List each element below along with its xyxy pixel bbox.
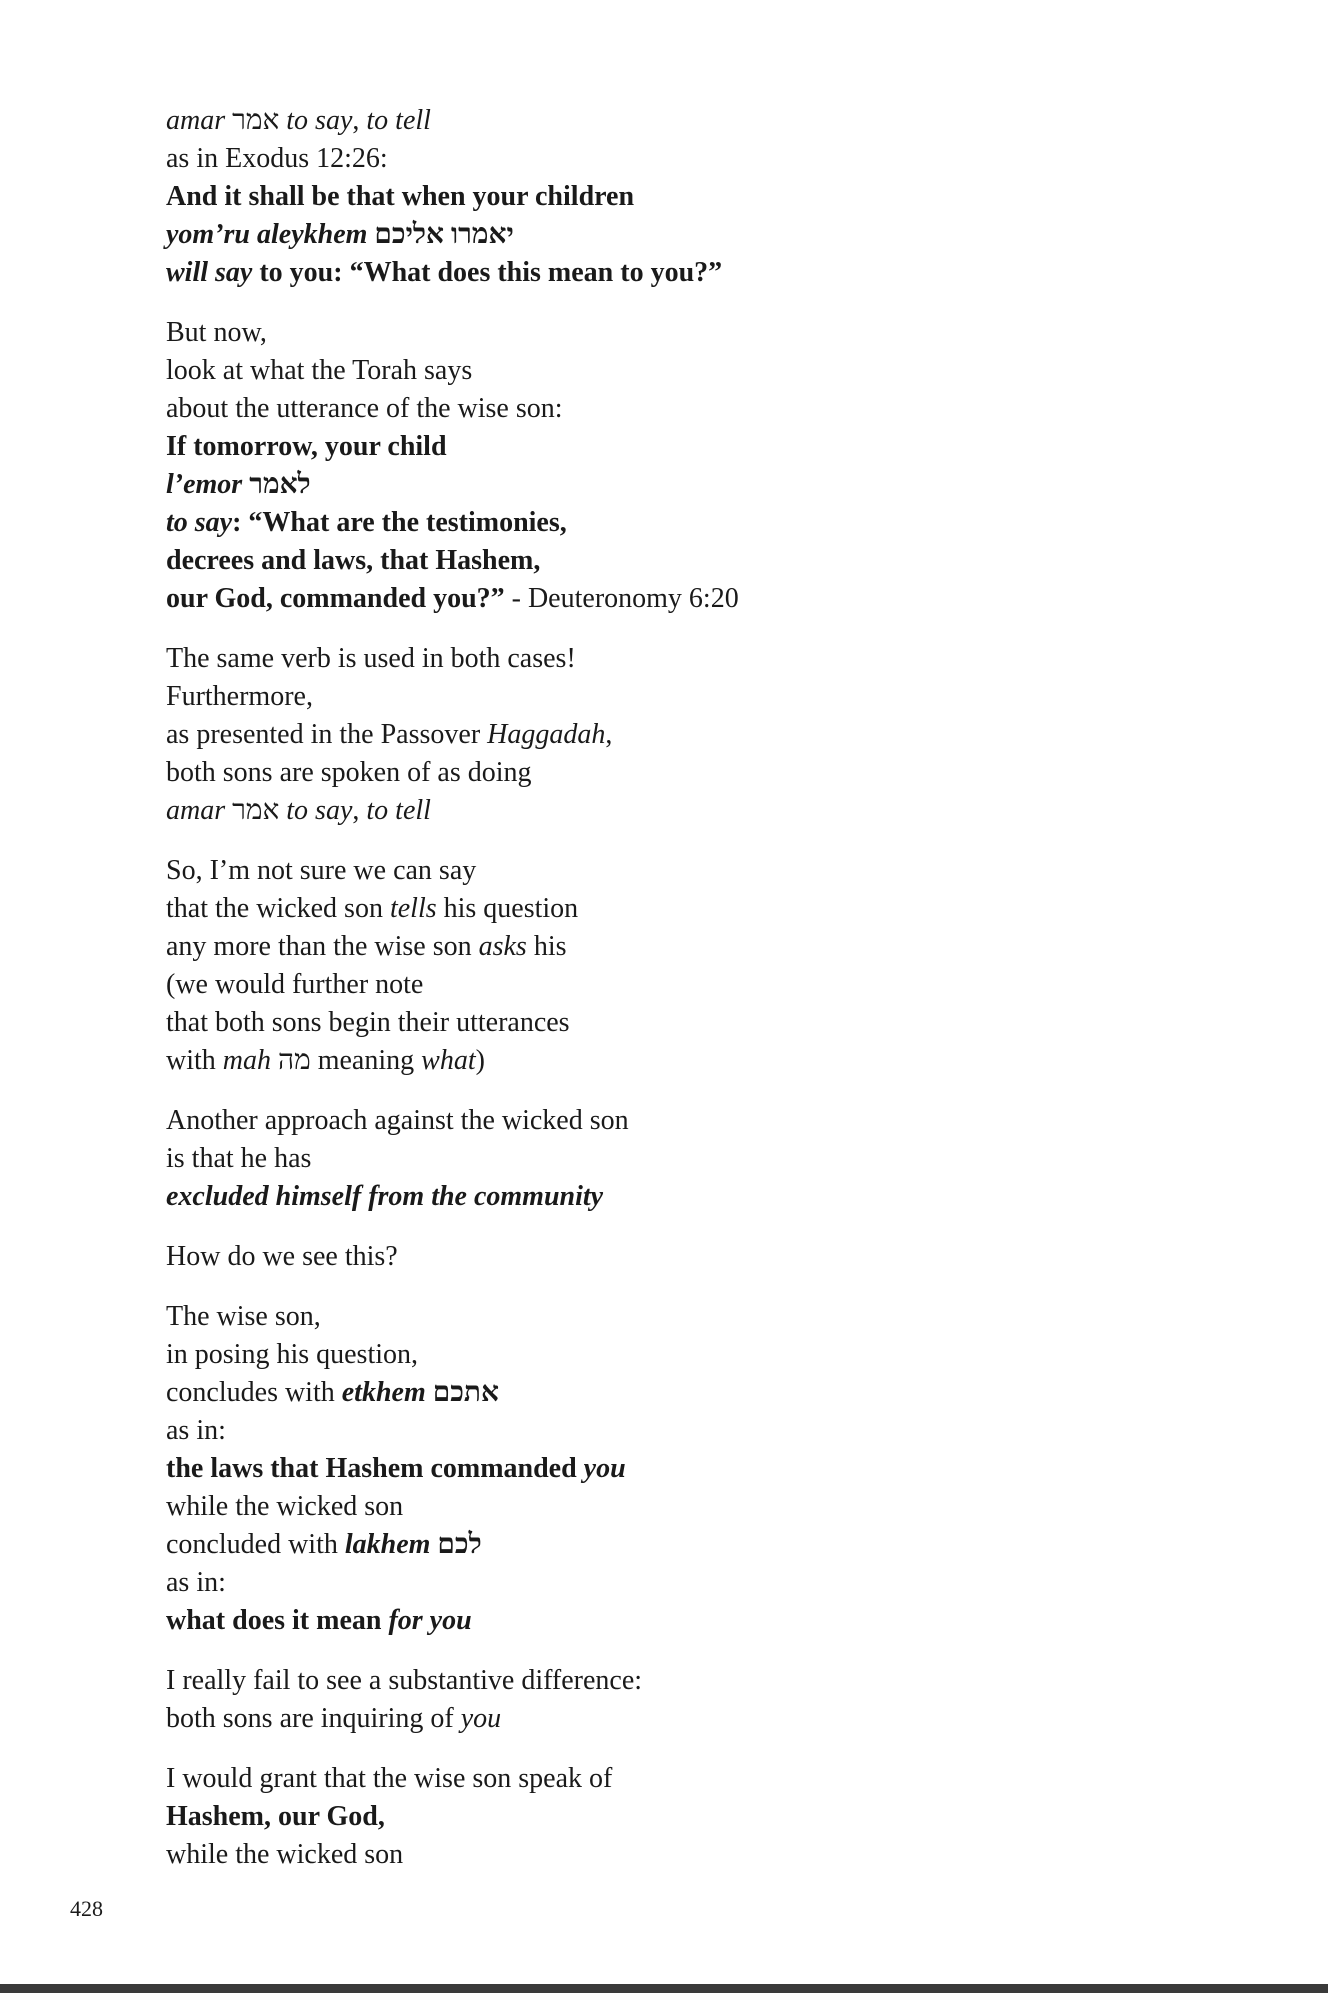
hebrew-word: אתכם [432, 1377, 499, 1408]
gloss: to say [286, 105, 353, 136]
citation: - Deuteronomy 6:20 [504, 583, 739, 614]
stanza-9 [166, 1760, 1166, 1874]
punctuation: , [352, 105, 360, 136]
text-line [166, 792, 1166, 830]
emphasis: you [460, 1703, 502, 1734]
scripture-text: our God, commanded you?” [166, 583, 505, 614]
hebrew-word: אמר [232, 795, 280, 826]
text-line [166, 1700, 1166, 1738]
scripture-text: to you: “What does this mean to you?” [252, 257, 723, 288]
text-line: while the wicked son [166, 1491, 404, 1522]
punctuation: , [352, 795, 360, 826]
hebrew-word: אמר [232, 105, 280, 136]
scripture-line [166, 504, 1166, 542]
stanza-1 [166, 102, 1166, 292]
scripture-line [166, 466, 1166, 504]
stanza-7 [166, 1298, 1166, 1640]
gloss: to say [166, 507, 233, 538]
text-run: with [166, 1045, 223, 1076]
gloss: to tell [366, 105, 431, 136]
stanza-8 [166, 1662, 1166, 1738]
scripture-text: what does it mean [166, 1605, 389, 1636]
text-line: So, I’m not sure we can say [166, 855, 477, 886]
scripture-line: Hashem, our God, [166, 1801, 385, 1832]
text-run: that the wicked son [166, 893, 390, 924]
text-line: look at what the Torah says [166, 355, 473, 386]
emphasis: asks [478, 931, 527, 962]
text-line: in posing his question, [166, 1339, 419, 1370]
text-line [166, 890, 1166, 928]
hebrew-word: לאמר [249, 469, 311, 500]
transliteration: amar [166, 105, 226, 136]
text-line [166, 1526, 1166, 1564]
text-line: as in: [166, 1415, 226, 1446]
text-run: his [526, 931, 567, 962]
text-line: (we would further note [166, 969, 424, 1000]
scripture-line [166, 216, 1166, 254]
punctuation: , [605, 719, 613, 750]
gloss: will say [166, 257, 253, 288]
hebrew-word: יאמרו אליכם [374, 219, 514, 250]
gloss: to say [286, 795, 353, 826]
scripture-line [166, 1602, 1166, 1640]
scripture-line [166, 254, 1166, 292]
text-line: I would grant that the wise son speak of [166, 1763, 613, 1794]
stanza-6 [166, 1238, 1166, 1276]
emphasis: tells [389, 893, 437, 924]
text-run: his question [436, 893, 579, 924]
transliteration: l’emor [166, 469, 243, 500]
transliteration: mah [222, 1045, 272, 1076]
text-line: as in Exodus 12:26: [166, 143, 388, 174]
transliteration: lakhem [344, 1529, 431, 1560]
scripture-text: the laws that Hashem commanded [166, 1453, 584, 1484]
gloss: to tell [366, 795, 431, 826]
scripture-line: decrees and laws, that Hashem, [166, 545, 541, 576]
text-run: both sons are inquiring of [166, 1703, 461, 1734]
text-line: while the wicked son [166, 1839, 404, 1870]
text-run: meaning [310, 1045, 422, 1076]
scripture-line: If tomorrow, your child [166, 431, 447, 462]
poem-body [166, 102, 1166, 1896]
book-title: Haggadah [487, 719, 606, 750]
bottom-rule [0, 1984, 1328, 1993]
text-line: is that he has [166, 1143, 312, 1174]
text-line: But now, [166, 317, 267, 348]
transliteration: etkhem [341, 1377, 426, 1408]
text-run: concludes with [166, 1377, 342, 1408]
scripture-line [166, 1450, 1166, 1488]
hebrew-word: לכם [437, 1529, 482, 1560]
text-line [166, 716, 1166, 754]
text-line: about the utterance of the wise son: [166, 393, 563, 424]
text-line [166, 928, 1166, 966]
text-run: as presented in the Passover [166, 719, 488, 750]
hebrew-word: מה [278, 1045, 311, 1076]
stanza-4 [166, 852, 1166, 1080]
emphasis: for you [388, 1605, 472, 1636]
text-line [166, 1042, 1166, 1080]
text-line: Another approach against the wicked son [166, 1105, 629, 1136]
text-run: concluded with [166, 1529, 345, 1560]
scripture-text: : “What are the testimonies, [232, 507, 567, 538]
stanza-5 [166, 1102, 1166, 1216]
emphasis-line: excluded himself from the community [166, 1181, 604, 1212]
text-run: any more than the wise son [166, 931, 479, 962]
stanza-3 [166, 640, 1166, 830]
text-line: that both sons begin their utterances [166, 1007, 570, 1038]
text-line: I really fail to see a substantive difference: [166, 1665, 643, 1696]
text-line: How do we see this? [166, 1241, 398, 1272]
page-number: 428 [70, 1896, 103, 1921]
emphasis: what [421, 1045, 476, 1076]
text-line: Furthermore, [166, 681, 313, 712]
text-line [166, 1374, 1166, 1412]
transliteration: amar [166, 795, 226, 826]
scripture-line: And it shall be that when your children [166, 181, 635, 212]
stanza-2 [166, 314, 1166, 618]
punctuation: ) [475, 1045, 485, 1076]
text-line: The same verb is used in both cases! [166, 643, 576, 674]
scripture-line [166, 580, 1166, 618]
text-line: The wise son, [166, 1301, 321, 1332]
transliteration: yom’ru aleykhem [166, 219, 368, 250]
text-line: both sons are spoken of as doing [166, 757, 532, 788]
text-line: as in: [166, 1567, 226, 1598]
emphasis: you [583, 1453, 626, 1484]
text-line [166, 102, 1166, 140]
